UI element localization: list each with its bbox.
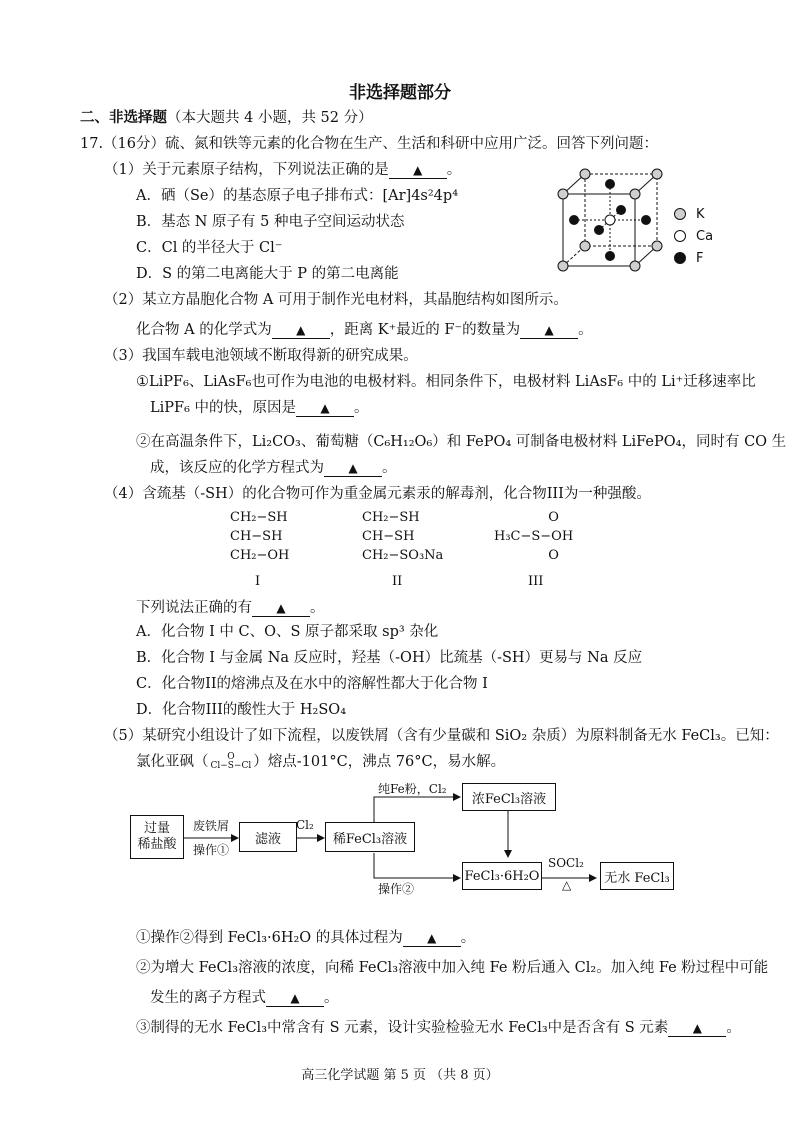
flow-label-cl2: Cl₂ bbox=[296, 818, 314, 832]
p3-s2-end: 。 bbox=[382, 460, 397, 476]
socl2-main: Cl−S−Cl bbox=[210, 761, 252, 771]
arrow-top bbox=[374, 797, 460, 823]
label-ii: II bbox=[392, 574, 403, 589]
q17-intro: 17.（16分）硫、氮和铁等元素的化合物在生产、生活和科研中应用广泛。回答下列问题： bbox=[80, 136, 659, 152]
flow-label-heat: △ bbox=[562, 878, 572, 892]
flow-label-op1: 操作① bbox=[193, 843, 230, 857]
ca-marker-icon bbox=[674, 230, 686, 242]
p5-line2-a: 氯化亚砜（ bbox=[136, 754, 209, 770]
f-marker-icon bbox=[674, 252, 686, 264]
p5-s2-line1: ②为增大 FeCl₃溶液的浓度，向稀 FeCl₃溶液中加入纯 Fe 粉后通入 Cl₂。加入纯 Fe 粉过程中可能 bbox=[136, 960, 769, 976]
p5-s1-end: 。 bbox=[460, 930, 476, 946]
p2-q-a: 化合物 A 的化学式为 bbox=[136, 322, 272, 338]
socl2-structure bbox=[211, 753, 252, 771]
legend bbox=[674, 203, 713, 269]
p5-s3 bbox=[136, 1018, 741, 1038]
p3-s1-end: 。 bbox=[354, 400, 369, 416]
p5-line2-b: ）熔点-101°C，沸点 76°C，易水解。 bbox=[253, 754, 506, 770]
q17-p5-line2 bbox=[136, 752, 505, 772]
c3-bottom-o: O bbox=[548, 548, 559, 563]
page-footer: 高三化学试题 第 5 页 （共 8 页） bbox=[301, 1068, 499, 1083]
legend-f-label: F bbox=[696, 250, 704, 266]
answer-blank[interactable] bbox=[272, 322, 330, 339]
p5-s1-text: ①操作②得到 FeCl₃·6H₂O 的具体过程为 bbox=[136, 930, 403, 946]
p4-option-d: D．化合物III的酸性大于 H₂SO₄ bbox=[136, 702, 347, 718]
arrow-bottom bbox=[374, 853, 460, 878]
p3-s1-text: LiPF₆ 中的快，原因是 bbox=[150, 400, 297, 416]
flow-box-dilute-fecl3: 稀FeCl₃溶液 bbox=[325, 822, 415, 852]
p3-s2-line1: ②在高温条件下，Li₂CO₃、葡萄糖（C₆H₁₂O₆）和 FePO₄ 可制备电极材料 LiFePO₄，同时有 CO 生 bbox=[136, 434, 787, 450]
p3-s1-line1: ①LiPF₆、LiAsF₆也可作为电池的电极材料。相同条件下，电极材料 LiAsF₆ 中的 Li⁺迁移速率比 bbox=[136, 374, 756, 390]
k-marker-icon bbox=[674, 208, 686, 220]
ca-atom bbox=[605, 215, 615, 225]
flow-label-op2: 操作② bbox=[378, 882, 415, 896]
answer-blank[interactable] bbox=[520, 322, 578, 339]
p4-q-end: 。 bbox=[310, 600, 325, 616]
answer-blank[interactable] bbox=[324, 460, 382, 477]
label-iii: III bbox=[528, 574, 544, 589]
section-label: 二、非选择题 bbox=[80, 109, 167, 126]
legend-k bbox=[674, 203, 713, 225]
legend-ca bbox=[674, 225, 713, 247]
c2-row3: CH₂−SO₃Na bbox=[362, 548, 444, 563]
blank-mark: ▲ bbox=[427, 931, 437, 945]
q17-p1-stem bbox=[104, 160, 461, 180]
legend-f bbox=[674, 247, 713, 269]
page-title: 非选择题部分 bbox=[349, 83, 451, 103]
p5-s1 bbox=[136, 928, 475, 948]
p5-s2-text: 发生的离子方程式 bbox=[150, 990, 266, 1006]
answer-blank[interactable] bbox=[668, 1020, 726, 1037]
c2-row1: CH₂−SH bbox=[362, 510, 420, 525]
flow-box-hcl: 过量 稀盐酸 bbox=[130, 815, 184, 859]
p1-option-d: D．S 的第二电离能大于 P 的第二电离能 bbox=[136, 266, 399, 282]
blank-mark: ▲ bbox=[544, 323, 554, 337]
q17-p4-stem: （4）含巯基（-SH）的化合物可作为重金属元素汞的解毒剂，化合物III为一种强酸。 bbox=[104, 486, 651, 502]
answer-blank[interactable] bbox=[296, 400, 354, 417]
q17-p2-question bbox=[136, 320, 593, 340]
legend-ca-label: Ca bbox=[696, 228, 714, 244]
p5-s2-end: 。 bbox=[324, 990, 339, 1006]
flow-label-scrap-iron: 废铁屑 bbox=[193, 819, 230, 833]
flow-box-conc-fecl3: 浓FeCl₃溶液 bbox=[462, 783, 556, 811]
answer-blank[interactable] bbox=[403, 930, 461, 947]
blank-mark: ▲ bbox=[320, 401, 330, 415]
p4-option-c: C．化合物II的熔沸点及在水中的溶解性都大于化合物 I bbox=[136, 676, 488, 692]
answer-blank[interactable] bbox=[252, 600, 310, 617]
p1-stem-end: 。 bbox=[446, 162, 462, 178]
q17-p3-stem: （3）我国车载电池领域不断取得新的研究成果。 bbox=[104, 348, 418, 364]
p1-option-b: B．基态 N 原子有 5 种电子空间运动状态 bbox=[136, 214, 405, 230]
blank-mark: ▲ bbox=[692, 1021, 702, 1035]
c2-row2: CH−SH bbox=[362, 529, 415, 544]
p2-q-b: ，距离 K⁺最近的 F⁻的数量为 bbox=[329, 322, 521, 338]
compound-i-structure bbox=[230, 508, 289, 565]
flow-box-filtrate: 滤液 bbox=[239, 822, 297, 852]
section-note: （本大题共 4 小题，共 52 分） bbox=[167, 110, 373, 126]
answer-blank[interactable] bbox=[266, 990, 324, 1007]
blank-mark: ▲ bbox=[296, 323, 306, 337]
flow-box-anhydrous-fecl3: 无水 FeCl₃ bbox=[600, 862, 674, 890]
flow-label-fe-cl2: 纯Fe粉，Cl₂ bbox=[378, 782, 447, 796]
compound-iii-structure bbox=[494, 508, 573, 565]
c1-row2: CH−SH bbox=[230, 529, 283, 544]
p2-q-end: 。 bbox=[578, 322, 593, 338]
p3-s1-line2 bbox=[150, 398, 369, 418]
socl2-o: O bbox=[227, 752, 235, 762]
p1-stem-text: （1）关于元素原子结构，下列说法正确的是 bbox=[104, 162, 389, 178]
answer-blank[interactable] bbox=[389, 162, 447, 179]
p3-s2-line2 bbox=[150, 458, 397, 478]
p1-option-c: C．Cl 的半径大于 Cl⁻ bbox=[136, 240, 283, 256]
c1-row1: CH₂−SH bbox=[230, 510, 288, 525]
legend-k-label: K bbox=[696, 206, 705, 222]
p4-option-b: B．化合物 I 与金属 Na 反应时，羟基（-OH）比巯基（-SH）更易与 Na 反应 bbox=[136, 650, 643, 666]
blank-mark: ▲ bbox=[413, 163, 423, 177]
p5-s3-end: 。 bbox=[726, 1020, 741, 1036]
c1-row3: CH₂−OH bbox=[230, 548, 290, 563]
crystal-cell-diagram bbox=[555, 166, 665, 276]
blank-mark: ▲ bbox=[276, 601, 286, 615]
p4-option-a: A．化合物 I 中 C、O、S 原子都采取 sp³ 杂化 bbox=[136, 624, 439, 640]
c3-main: H₃C−S−OH bbox=[494, 529, 574, 544]
flow-label-socl2: SOCl₂ bbox=[548, 856, 584, 870]
p1-option-a: A．硒（Se）的基态原子电子排布式：[Ar]4s²4p⁴ bbox=[136, 188, 459, 204]
flow-box-hexahydrate: FeCl₃·6H₂O bbox=[462, 862, 542, 890]
p5-s2-line2 bbox=[150, 988, 339, 1008]
p4-q-text: 下列说法正确的有 bbox=[136, 600, 252, 616]
p3-s2-text: 成，该反应的化学方程式为 bbox=[150, 460, 324, 476]
label-i: I bbox=[255, 574, 261, 589]
blank-mark: ▲ bbox=[348, 461, 358, 475]
blank-mark: ▲ bbox=[290, 991, 300, 1005]
p5-s3-text: ③制得的无水 FeCl₃中常含有 S 元素，设计实验检验无水 FeCl₃中是否含有 S 元素 bbox=[136, 1020, 669, 1036]
c3-top-o: O bbox=[548, 510, 559, 525]
section-heading bbox=[80, 108, 373, 128]
q17-p5-line1: （5）某研究小组设计了如下流程，以废铁屑（含有少量碳和 SiO₂ 杂质）为原料制备无水 FeCl₃。已知： bbox=[104, 728, 779, 744]
q17-p2-stem: （2）某立方晶胞化合物 A 可用于制作光电材料，其晶胞结构如图所示。 bbox=[104, 292, 568, 308]
q17-p4-question bbox=[136, 598, 325, 618]
compound-ii-structure bbox=[362, 508, 443, 565]
